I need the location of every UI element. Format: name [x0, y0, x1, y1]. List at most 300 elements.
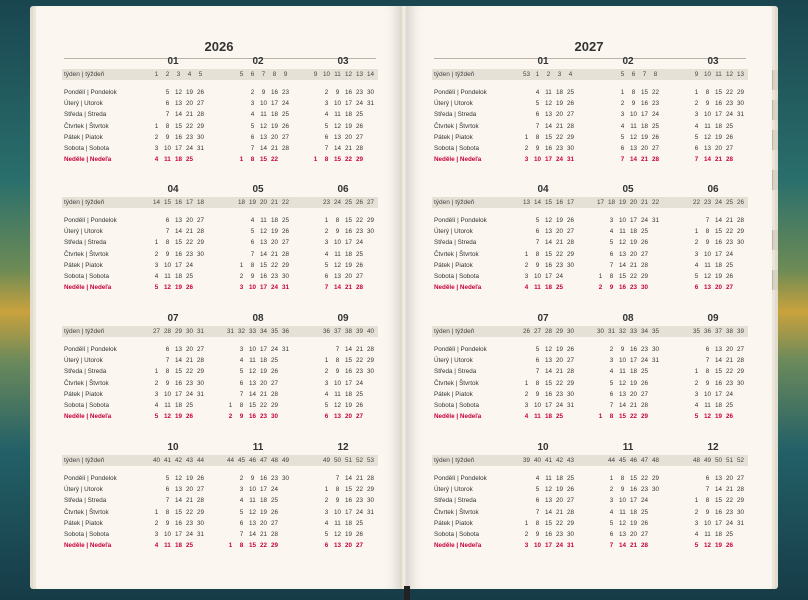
day-number[interactable]: 6 — [324, 133, 329, 141]
day-number[interactable]: 22 — [651, 89, 659, 96]
day-number[interactable]: 25 — [651, 122, 659, 130]
day-number[interactable]: 23 — [725, 100, 733, 108]
day-number[interactable]: 8 — [165, 368, 170, 376]
day-number[interactable]: 17 — [174, 531, 182, 538]
day-number[interactable]: 26 — [640, 519, 648, 527]
day-number[interactable]: 7 — [324, 284, 329, 292]
day-number[interactable]: 9 — [609, 284, 614, 292]
day-number[interactable]: 18 — [640, 122, 648, 130]
day-number[interactable]: 15 — [544, 250, 552, 258]
day-number[interactable]: 23 — [259, 413, 267, 421]
day-number[interactable]: 4 — [694, 402, 699, 409]
day-number[interactable]: 28 — [640, 402, 648, 409]
day-number[interactable]: 15 — [344, 357, 352, 365]
day-number[interactable]: 8 — [535, 519, 540, 527]
day-number[interactable]: 11 — [704, 122, 711, 130]
day-number[interactable]: 22 — [725, 89, 733, 96]
day-number[interactable]: 17 — [344, 379, 352, 387]
day-number[interactable]: 7 — [535, 122, 540, 130]
day-number[interactable]: 19 — [270, 228, 278, 236]
day-number[interactable]: 21 — [344, 145, 352, 152]
day-number[interactable]: 12 — [248, 508, 256, 516]
day-number[interactable]: 5 — [165, 475, 170, 482]
day-number[interactable]: 8 — [250, 261, 255, 269]
day-number[interactable]: 14 — [714, 217, 722, 224]
day-number[interactable]: 21 — [259, 531, 267, 538]
day-number[interactable]: 26 — [566, 100, 574, 108]
day-number[interactable]: 7 — [705, 486, 710, 494]
day-number[interactable]: 26 — [640, 239, 648, 247]
day-number[interactable]: 7 — [535, 368, 540, 376]
day-number[interactable]: 2 — [694, 379, 699, 387]
day-number[interactable]: 12 — [248, 368, 256, 376]
day-number[interactable]: 5 — [154, 413, 159, 421]
day-number[interactable]: 8 — [239, 542, 244, 550]
day-number[interactable]: 16 — [714, 100, 722, 108]
day-number[interactable]: 20 — [725, 475, 733, 482]
day-number[interactable]: 18 — [174, 156, 182, 164]
day-number[interactable]: 12 — [703, 542, 711, 550]
day-number[interactable]: 14 — [714, 357, 722, 365]
day-number[interactable]: 2 — [694, 100, 699, 108]
day-number[interactable]: 25 — [281, 111, 289, 119]
day-number[interactable]: 21 — [629, 261, 637, 269]
day-number[interactable]: 1 — [154, 368, 159, 376]
day-number[interactable]: 27 — [196, 346, 204, 353]
day-number[interactable]: 9 — [250, 273, 255, 280]
day-number[interactable]: 2 — [609, 486, 614, 494]
day-number[interactable]: 25 — [555, 413, 563, 421]
day-number[interactable]: 12 — [259, 122, 267, 130]
index-tab[interactable] — [772, 170, 778, 190]
day-number[interactable]: 31 — [366, 100, 374, 108]
day-number[interactable]: 9 — [335, 368, 340, 376]
day-number[interactable]: 16 — [259, 273, 267, 280]
day-number[interactable]: 15 — [618, 413, 626, 421]
day-number[interactable]: 3 — [324, 379, 329, 387]
day-number[interactable]: 18 — [344, 250, 352, 258]
day-number[interactable]: 11 — [334, 250, 341, 258]
day-number[interactable]: 18 — [344, 519, 352, 527]
day-number[interactable]: 15 — [174, 508, 182, 516]
day-number[interactable]: 22 — [185, 508, 193, 516]
day-number[interactable]: 12 — [629, 133, 637, 141]
day-number[interactable]: 22 — [629, 273, 637, 280]
day-number[interactable]: 11 — [534, 413, 541, 421]
day-number[interactable]: 4 — [239, 357, 244, 365]
day-number[interactable]: 19 — [185, 475, 193, 482]
day-number[interactable]: 27 — [651, 145, 659, 152]
day-number[interactable]: 23 — [185, 133, 193, 141]
day-number[interactable]: 29 — [366, 486, 374, 494]
day-number[interactable]: 20 — [640, 145, 648, 152]
day-number[interactable]: 7 — [705, 357, 710, 365]
day-number[interactable]: 11 — [164, 156, 171, 164]
day-number[interactable]: 7 — [239, 390, 244, 398]
day-number[interactable]: 5 — [535, 346, 540, 353]
day-number[interactable]: 14 — [259, 250, 267, 258]
day-number[interactable]: 13 — [333, 133, 341, 141]
day-number[interactable]: 5 — [609, 519, 614, 527]
day-number[interactable]: 27 — [566, 357, 574, 365]
day-number[interactable]: 21 — [555, 368, 563, 376]
day-number[interactable]: 12 — [618, 239, 626, 247]
day-number[interactable]: 29 — [640, 413, 648, 421]
day-number[interactable]: 14 — [618, 402, 626, 409]
day-number[interactable]: 26 — [566, 217, 574, 224]
day-number[interactable]: 17 — [174, 145, 182, 152]
day-number[interactable]: 31 — [281, 346, 289, 353]
day-number[interactable]: 8 — [609, 413, 614, 421]
day-number[interactable]: 21 — [555, 508, 563, 516]
day-number[interactable]: 17 — [174, 261, 182, 269]
day-number[interactable]: 1 — [228, 402, 233, 409]
day-number[interactable]: 16 — [629, 346, 637, 353]
day-number[interactable]: 24 — [555, 402, 563, 409]
day-number[interactable]: 25 — [355, 111, 363, 119]
day-number[interactable]: 1 — [228, 542, 233, 550]
day-number[interactable]: 28 — [270, 390, 278, 398]
day-number[interactable]: 26 — [640, 379, 648, 387]
day-number[interactable]: 3 — [324, 508, 329, 516]
day-number[interactable]: 15 — [344, 217, 352, 224]
day-number[interactable]: 14 — [248, 531, 256, 538]
day-number[interactable]: 14 — [333, 284, 341, 292]
day-number[interactable]: 11 — [545, 475, 552, 482]
day-number[interactable]: 29 — [736, 228, 744, 236]
day-number[interactable]: 1 — [694, 89, 699, 96]
day-number[interactable]: 22 — [725, 497, 733, 505]
day-number[interactable]: 23 — [555, 390, 563, 398]
index-tab[interactable] — [772, 270, 778, 290]
day-number[interactable]: 7 — [250, 250, 255, 258]
day-number[interactable]: 3 — [250, 100, 255, 108]
day-number[interactable]: 30 — [640, 284, 648, 292]
day-number[interactable]: 22 — [355, 486, 363, 494]
day-number[interactable]: 4 — [694, 122, 699, 130]
day-number[interactable]: 19 — [174, 284, 182, 292]
day-number[interactable]: 2 — [620, 100, 625, 108]
day-number[interactable]: 12 — [544, 100, 552, 108]
day-number[interactable]: 9 — [705, 508, 710, 516]
day-number[interactable]: 4 — [324, 519, 329, 527]
day-number[interactable]: 28 — [355, 145, 363, 152]
day-number[interactable]: 15 — [259, 156, 267, 164]
day-number[interactable]: 15 — [333, 156, 341, 164]
day-number[interactable]: 19 — [640, 133, 648, 141]
day-number[interactable]: 4 — [154, 156, 159, 164]
day-number[interactable]: 31 — [566, 402, 574, 409]
day-number[interactable]: 17 — [544, 402, 552, 409]
day-number[interactable]: 12 — [544, 486, 552, 494]
day-number[interactable]: 13 — [248, 519, 256, 527]
day-number[interactable]: 22 — [270, 261, 278, 269]
day-number[interactable]: 17 — [629, 217, 637, 224]
day-number[interactable]: 19 — [174, 413, 182, 421]
day-number[interactable]: 9 — [535, 531, 540, 538]
day-number[interactable]: 12 — [174, 475, 182, 482]
day-number[interactable]: 21 — [725, 486, 733, 494]
day-number[interactable]: 31 — [281, 284, 289, 292]
day-number[interactable]: 31 — [566, 542, 574, 550]
day-number[interactable]: 18 — [714, 261, 722, 269]
day-number[interactable]: 24 — [651, 111, 659, 119]
day-number[interactable]: 5 — [239, 508, 244, 516]
day-number[interactable]: 11 — [249, 497, 256, 505]
day-number[interactable]: 29 — [196, 239, 204, 247]
day-number[interactable]: 6 — [165, 486, 170, 494]
day-number[interactable]: 8 — [324, 156, 329, 164]
day-number[interactable]: 17 — [544, 542, 552, 550]
day-number[interactable]: 25 — [355, 519, 363, 527]
day-number[interactable]: 13 — [618, 531, 626, 538]
day-number[interactable]: 2 — [694, 239, 699, 247]
day-number[interactable]: 10 — [533, 402, 541, 409]
day-number[interactable]: 18 — [629, 508, 637, 516]
day-number[interactable]: 5 — [165, 89, 170, 96]
day-number[interactable]: 7 — [620, 156, 625, 164]
day-number[interactable]: 10 — [333, 508, 341, 516]
day-number[interactable]: 9 — [165, 133, 170, 141]
index-tab[interactable] — [772, 100, 778, 120]
day-number[interactable]: 9 — [261, 89, 266, 96]
day-number[interactable]: 3 — [324, 239, 329, 247]
day-number[interactable]: 15 — [544, 379, 552, 387]
day-number[interactable]: 6 — [620, 145, 625, 152]
day-number[interactable]: 14 — [544, 368, 552, 376]
day-number[interactable]: 16 — [544, 145, 552, 152]
day-number[interactable]: 2 — [154, 519, 159, 527]
day-number[interactable]: 5 — [250, 228, 255, 236]
day-number[interactable]: 26 — [355, 122, 363, 130]
day-number[interactable]: 10 — [703, 111, 711, 119]
day-number[interactable]: 4 — [324, 390, 329, 398]
day-number[interactable]: 30 — [736, 100, 744, 108]
day-number[interactable]: 5 — [324, 122, 329, 130]
day-number[interactable]: 1 — [609, 475, 614, 482]
day-number[interactable]: 10 — [533, 273, 541, 280]
day-number[interactable]: 18 — [629, 228, 637, 236]
day-number[interactable]: 24 — [355, 100, 363, 108]
day-number[interactable]: 21 — [185, 111, 193, 119]
day-number[interactable]: 18 — [714, 122, 722, 130]
day-number[interactable]: 5 — [324, 531, 329, 538]
day-number[interactable]: 12 — [703, 273, 711, 280]
day-number[interactable]: 31 — [736, 111, 744, 119]
day-number[interactable]: 17 — [714, 390, 722, 398]
day-number[interactable]: 14 — [174, 357, 182, 365]
day-number[interactable]: 8 — [705, 368, 710, 376]
day-number[interactable]: 7 — [324, 145, 329, 152]
day-number[interactable]: 22 — [355, 217, 363, 224]
day-number[interactable]: 25 — [725, 531, 733, 538]
day-number[interactable]: 28 — [651, 156, 659, 164]
day-number[interactable]: 19 — [344, 531, 352, 538]
day-number[interactable]: 9 — [335, 228, 340, 236]
day-number[interactable]: 12 — [544, 346, 552, 353]
day-number[interactable]: 22 — [259, 542, 267, 550]
day-number[interactable]: 3 — [324, 100, 329, 108]
day-number[interactable]: 27 — [640, 531, 648, 538]
day-number[interactable]: 7 — [535, 239, 540, 247]
day-number[interactable]: 2 — [154, 133, 159, 141]
day-number[interactable]: 12 — [163, 284, 171, 292]
day-number[interactable]: 1 — [154, 122, 159, 130]
day-number[interactable]: 24 — [640, 217, 648, 224]
day-number[interactable]: 23 — [355, 497, 363, 505]
day-number[interactable]: 5 — [620, 133, 625, 141]
day-number[interactable]: 24 — [185, 145, 193, 152]
day-number[interactable]: 24 — [185, 390, 193, 398]
day-number[interactable]: 19 — [270, 122, 278, 130]
day-number[interactable]: 25 — [725, 122, 733, 130]
day-number[interactable]: 6 — [535, 497, 540, 505]
day-number[interactable]: 20 — [629, 390, 637, 398]
day-number[interactable]: 12 — [333, 122, 341, 130]
day-number[interactable]: 8 — [335, 486, 340, 494]
day-number[interactable]: 5 — [694, 133, 699, 141]
day-number[interactable]: 26 — [725, 542, 733, 550]
day-number[interactable]: 16 — [174, 133, 182, 141]
day-number[interactable]: 24 — [725, 111, 733, 119]
day-number[interactable]: 28 — [566, 508, 574, 516]
day-number[interactable]: 15 — [174, 239, 182, 247]
day-number[interactable]: 6 — [705, 346, 710, 353]
day-number[interactable]: 6 — [705, 475, 710, 482]
day-number[interactable]: 16 — [544, 531, 552, 538]
day-number[interactable]: 7 — [335, 475, 340, 482]
day-number[interactable]: 17 — [714, 111, 722, 119]
day-number[interactable]: 9 — [335, 497, 340, 505]
day-number[interactable]: 19 — [185, 89, 193, 96]
day-number[interactable]: 14 — [344, 346, 352, 353]
day-number[interactable]: 26 — [566, 346, 574, 353]
day-number[interactable]: 30 — [196, 379, 204, 387]
day-number[interactable]: 1 — [324, 357, 329, 365]
day-number[interactable]: 24 — [725, 250, 733, 258]
day-number[interactable]: 3 — [524, 156, 529, 164]
day-number[interactable]: 30 — [651, 346, 659, 353]
day-number[interactable]: 9 — [165, 519, 170, 527]
day-number[interactable]: 12 — [703, 133, 711, 141]
day-number[interactable]: 26 — [185, 284, 193, 292]
day-number[interactable]: 23 — [555, 145, 563, 152]
day-number[interactable]: 2 — [324, 89, 329, 96]
day-number[interactable]: 25 — [185, 156, 193, 164]
day-number[interactable]: 22 — [344, 156, 352, 164]
index-tab[interactable] — [772, 130, 778, 150]
day-number[interactable]: 10 — [163, 145, 171, 152]
day-number[interactable]: 30 — [281, 475, 289, 482]
day-number[interactable]: 14 — [174, 111, 182, 119]
day-number[interactable]: 28 — [281, 250, 289, 258]
day-number[interactable]: 7 — [165, 111, 170, 119]
day-number[interactable]: 3 — [154, 145, 159, 152]
day-number[interactable]: 9 — [705, 379, 710, 387]
day-number[interactable]: 29 — [355, 156, 363, 164]
day-number[interactable]: 28 — [566, 239, 574, 247]
day-number[interactable]: 14 — [544, 122, 552, 130]
day-number[interactable]: 7 — [250, 145, 255, 152]
day-number[interactable]: 25 — [185, 542, 193, 550]
day-number[interactable]: 25 — [281, 217, 289, 224]
day-number[interactable]: 30 — [196, 519, 204, 527]
day-number[interactable]: 8 — [705, 89, 710, 96]
day-number[interactable]: 4 — [250, 111, 255, 119]
day-number[interactable]: 29 — [566, 519, 574, 527]
day-number[interactable]: 5 — [694, 413, 699, 421]
day-number[interactable]: 30 — [366, 228, 374, 236]
day-number[interactable]: 23 — [185, 519, 193, 527]
day-number[interactable]: 20 — [629, 531, 637, 538]
day-number[interactable]: 24 — [355, 239, 363, 247]
day-number[interactable]: 20 — [344, 133, 352, 141]
day-number[interactable]: 6 — [609, 390, 614, 398]
day-number[interactable]: 16 — [174, 250, 182, 258]
day-number[interactable]: 10 — [533, 542, 541, 550]
day-number[interactable]: 29 — [736, 497, 744, 505]
day-number[interactable]: 29 — [640, 273, 648, 280]
day-number[interactable]: 23 — [555, 531, 563, 538]
day-number[interactable]: 16 — [344, 497, 352, 505]
day-number[interactable]: 27 — [355, 273, 363, 280]
day-number[interactable]: 21 — [629, 402, 637, 409]
day-number[interactable]: 14 — [344, 475, 352, 482]
day-number[interactable]: 6 — [535, 228, 540, 236]
day-number[interactable]: 24 — [725, 519, 733, 527]
day-number[interactable]: 15 — [629, 475, 637, 482]
day-number[interactable]: 14 — [703, 156, 711, 164]
day-number[interactable]: 21 — [355, 346, 363, 353]
day-number[interactable]: 10 — [629, 111, 637, 119]
day-number[interactable]: 9 — [250, 475, 255, 482]
day-number[interactable]: 5 — [609, 379, 614, 387]
day-number[interactable]: 13 — [703, 284, 711, 292]
day-number[interactable]: 19 — [555, 100, 563, 108]
day-number[interactable]: 23 — [555, 261, 563, 269]
day-number[interactable]: 16 — [714, 239, 722, 247]
day-number[interactable]: 8 — [535, 379, 540, 387]
day-number[interactable]: 19 — [714, 273, 722, 280]
day-number[interactable]: 24 — [555, 273, 563, 280]
day-number[interactable]: 3 — [694, 390, 699, 398]
day-number[interactable]: 7 — [609, 402, 614, 409]
day-number[interactable]: 27 — [281, 133, 289, 141]
day-number[interactable]: 21 — [270, 145, 278, 152]
day-number[interactable]: 27 — [281, 239, 289, 247]
day-number[interactable]: 29 — [566, 250, 574, 258]
day-number[interactable]: 20 — [714, 145, 722, 152]
day-number[interactable]: 22 — [555, 133, 563, 141]
day-number[interactable]: 19 — [259, 368, 267, 376]
day-number[interactable]: 10 — [259, 100, 267, 108]
day-number[interactable]: 18 — [259, 497, 267, 505]
day-number[interactable]: 20 — [344, 542, 352, 550]
day-number[interactable]: 16 — [544, 390, 552, 398]
day-number[interactable]: 17 — [629, 497, 637, 505]
day-number[interactable]: 3 — [524, 542, 529, 550]
day-number[interactable]: 7 — [609, 542, 614, 550]
day-number[interactable]: 5 — [535, 100, 540, 108]
day-number[interactable]: 12 — [333, 402, 341, 409]
day-number[interactable]: 19 — [344, 261, 352, 269]
day-number[interactable]: 5 — [154, 284, 159, 292]
day-number[interactable]: 18 — [555, 475, 563, 482]
day-number[interactable]: 3 — [609, 217, 614, 224]
day-number[interactable]: 11 — [630, 122, 637, 130]
day-number[interactable]: 10 — [163, 390, 171, 398]
day-number[interactable]: 3 — [620, 111, 625, 119]
